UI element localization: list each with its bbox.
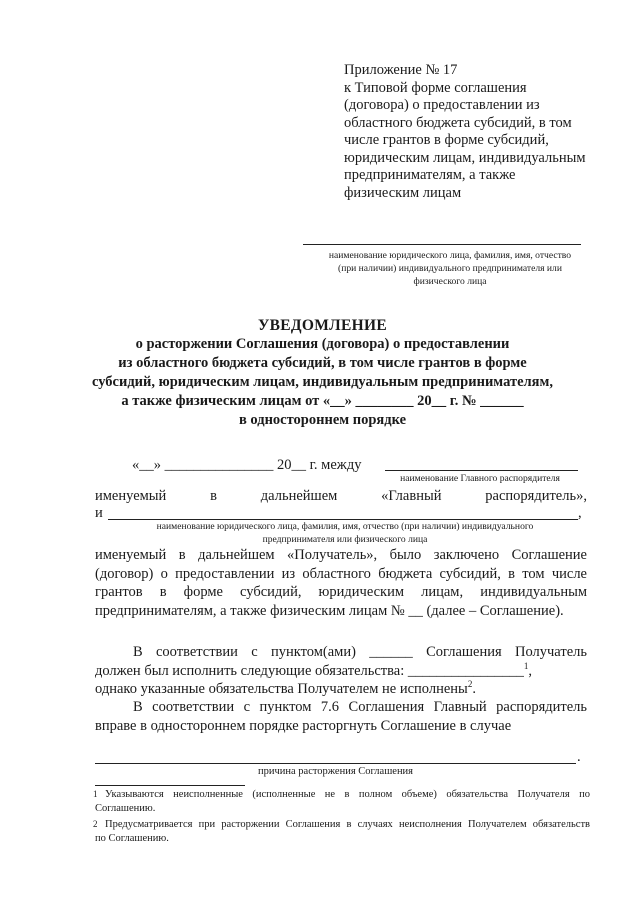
- reason-period: .: [577, 749, 581, 765]
- obligations-text: однако указанные обязательства Получателем не исполнены: [95, 681, 468, 697]
- caption-line: наименование юридического лица, фамилия, имя, отчество (при наличии) индивидуального: [156, 521, 534, 532]
- grantor-caption: наименование Главного распорядителя: [400, 473, 560, 484]
- caption-line: (при наличии) индивидуального предпринимателя или: [338, 263, 562, 274]
- appendix-header: [344, 62, 614, 202]
- appendix-line: физическим лицам: [344, 184, 462, 201]
- appendix-line: предпринимателям, а также: [344, 167, 516, 183]
- obligations-line: [95, 680, 587, 699]
- notice-heading: УВЕДОМЛЕНИЕ: [257, 317, 388, 334]
- obligations-comma: ,: [528, 662, 532, 679]
- termination-paragraph: [95, 698, 587, 735]
- named-word: «Главный: [381, 488, 442, 504]
- reason-caption: причина расторжения Соглашения: [257, 766, 414, 777]
- and-word: и: [95, 505, 103, 521]
- appendix-line: (договора) о предоставлении из: [344, 97, 540, 113]
- appendix-line: областного бюджета субсидий, в том: [344, 114, 572, 131]
- footnote-ref: 1: [523, 660, 529, 671]
- appendix-line: к Типовой форме соглашения: [344, 79, 527, 96]
- obligations-paragraph: [95, 643, 587, 699]
- footnote-separator: [95, 785, 245, 786]
- termination-line: В соответствии с пунктом 7.6 Соглашения Главный распорядитель: [133, 699, 587, 715]
- reason-fill-line: [95, 763, 576, 764]
- paragraph-line: именуемый в дальнейшем «Получатель», было заключено Соглашение: [95, 547, 587, 563]
- party-comma: ,: [578, 505, 582, 521]
- party-caption: [100, 520, 590, 546]
- footnote-line: по Соглашению.: [95, 833, 169, 844]
- footnote-line: Указываются неисполненные (исполненные не в полном объеме) обязательства Получателя по: [105, 789, 590, 800]
- notice-title: [80, 316, 565, 430]
- footnote-line: Соглашению.: [95, 803, 156, 814]
- appendix-line: юридическим лицам, индивидуальным: [344, 149, 586, 166]
- footnote-ref: 2: [467, 679, 473, 690]
- named-line: [95, 487, 587, 506]
- title-line: о расторжении Соглашения (договора) о предоставлении: [135, 336, 510, 352]
- recipient-caption: [300, 249, 600, 288]
- caption-line: наименование юридического лица, фамилия, имя, отчество: [328, 250, 572, 261]
- footnotes: [95, 788, 590, 846]
- obligations-text: должен был исполнить следующие обязательства: ________________: [95, 662, 524, 679]
- obligations-period: .: [472, 681, 476, 697]
- named-word: дальнейшем: [260, 488, 338, 504]
- appendix-line: Приложение № 17: [344, 62, 458, 78]
- caption-line: предпринимателя или физического лица: [262, 534, 428, 545]
- obligations-line: [95, 662, 587, 681]
- date-line: «__» _______________ 20__ г. между: [132, 457, 362, 473]
- footnote-line: Предусматривается при расторжении Соглашения в случаях неисполнения Получателем обязательств: [105, 819, 590, 830]
- caption-line: физического лица: [413, 276, 487, 287]
- appendix-line: числе грантов в форме субсидий,: [344, 132, 549, 148]
- agreement-paragraph: [95, 546, 587, 620]
- named-word: именуемый: [95, 488, 167, 504]
- recipient-fill-line: [303, 244, 581, 245]
- title-line: субсидий, юридическим лицам, индивидуальным предпринимателям,: [92, 374, 553, 390]
- grantor-fill-line: [385, 470, 578, 471]
- title-line: из областного бюджета субсидий, в том числе грантов в форме: [118, 355, 527, 371]
- named-word: распорядитель»,: [485, 488, 587, 504]
- title-line: а также физическим лицам от «__» ________ 20__ г. № ______: [121, 393, 524, 409]
- paragraph-line: предпринимателям, а также физическим лицам № __ (далее – Соглашение).: [95, 602, 564, 619]
- title-line: в одностороннем порядке: [238, 412, 407, 428]
- footnote-1: 1 Указываются неисполненные (исполненные не в полном объеме) обязательства Получателя по Соглашению.: [93, 789, 590, 814]
- paragraph-line: грантов в форме субсидий, юридическим лицам, индивидуальным: [95, 584, 587, 600]
- obligations-line: В соответствии с пунктом(ами) ______ Соглашения Получатель: [133, 644, 587, 660]
- named-word: в: [210, 488, 217, 504]
- termination-line: вправе в одностороннем порядке расторгнуть Соглашение в случае: [95, 717, 512, 734]
- paragraph-line: (договор) о предоставлении из областного бюджета субсидий, в том числе: [95, 565, 587, 582]
- footnote-2: 2 Предусматривается при расторжении Соглашения в случаях неисполнения Получателем обязательств по Соглашению.: [93, 819, 590, 844]
